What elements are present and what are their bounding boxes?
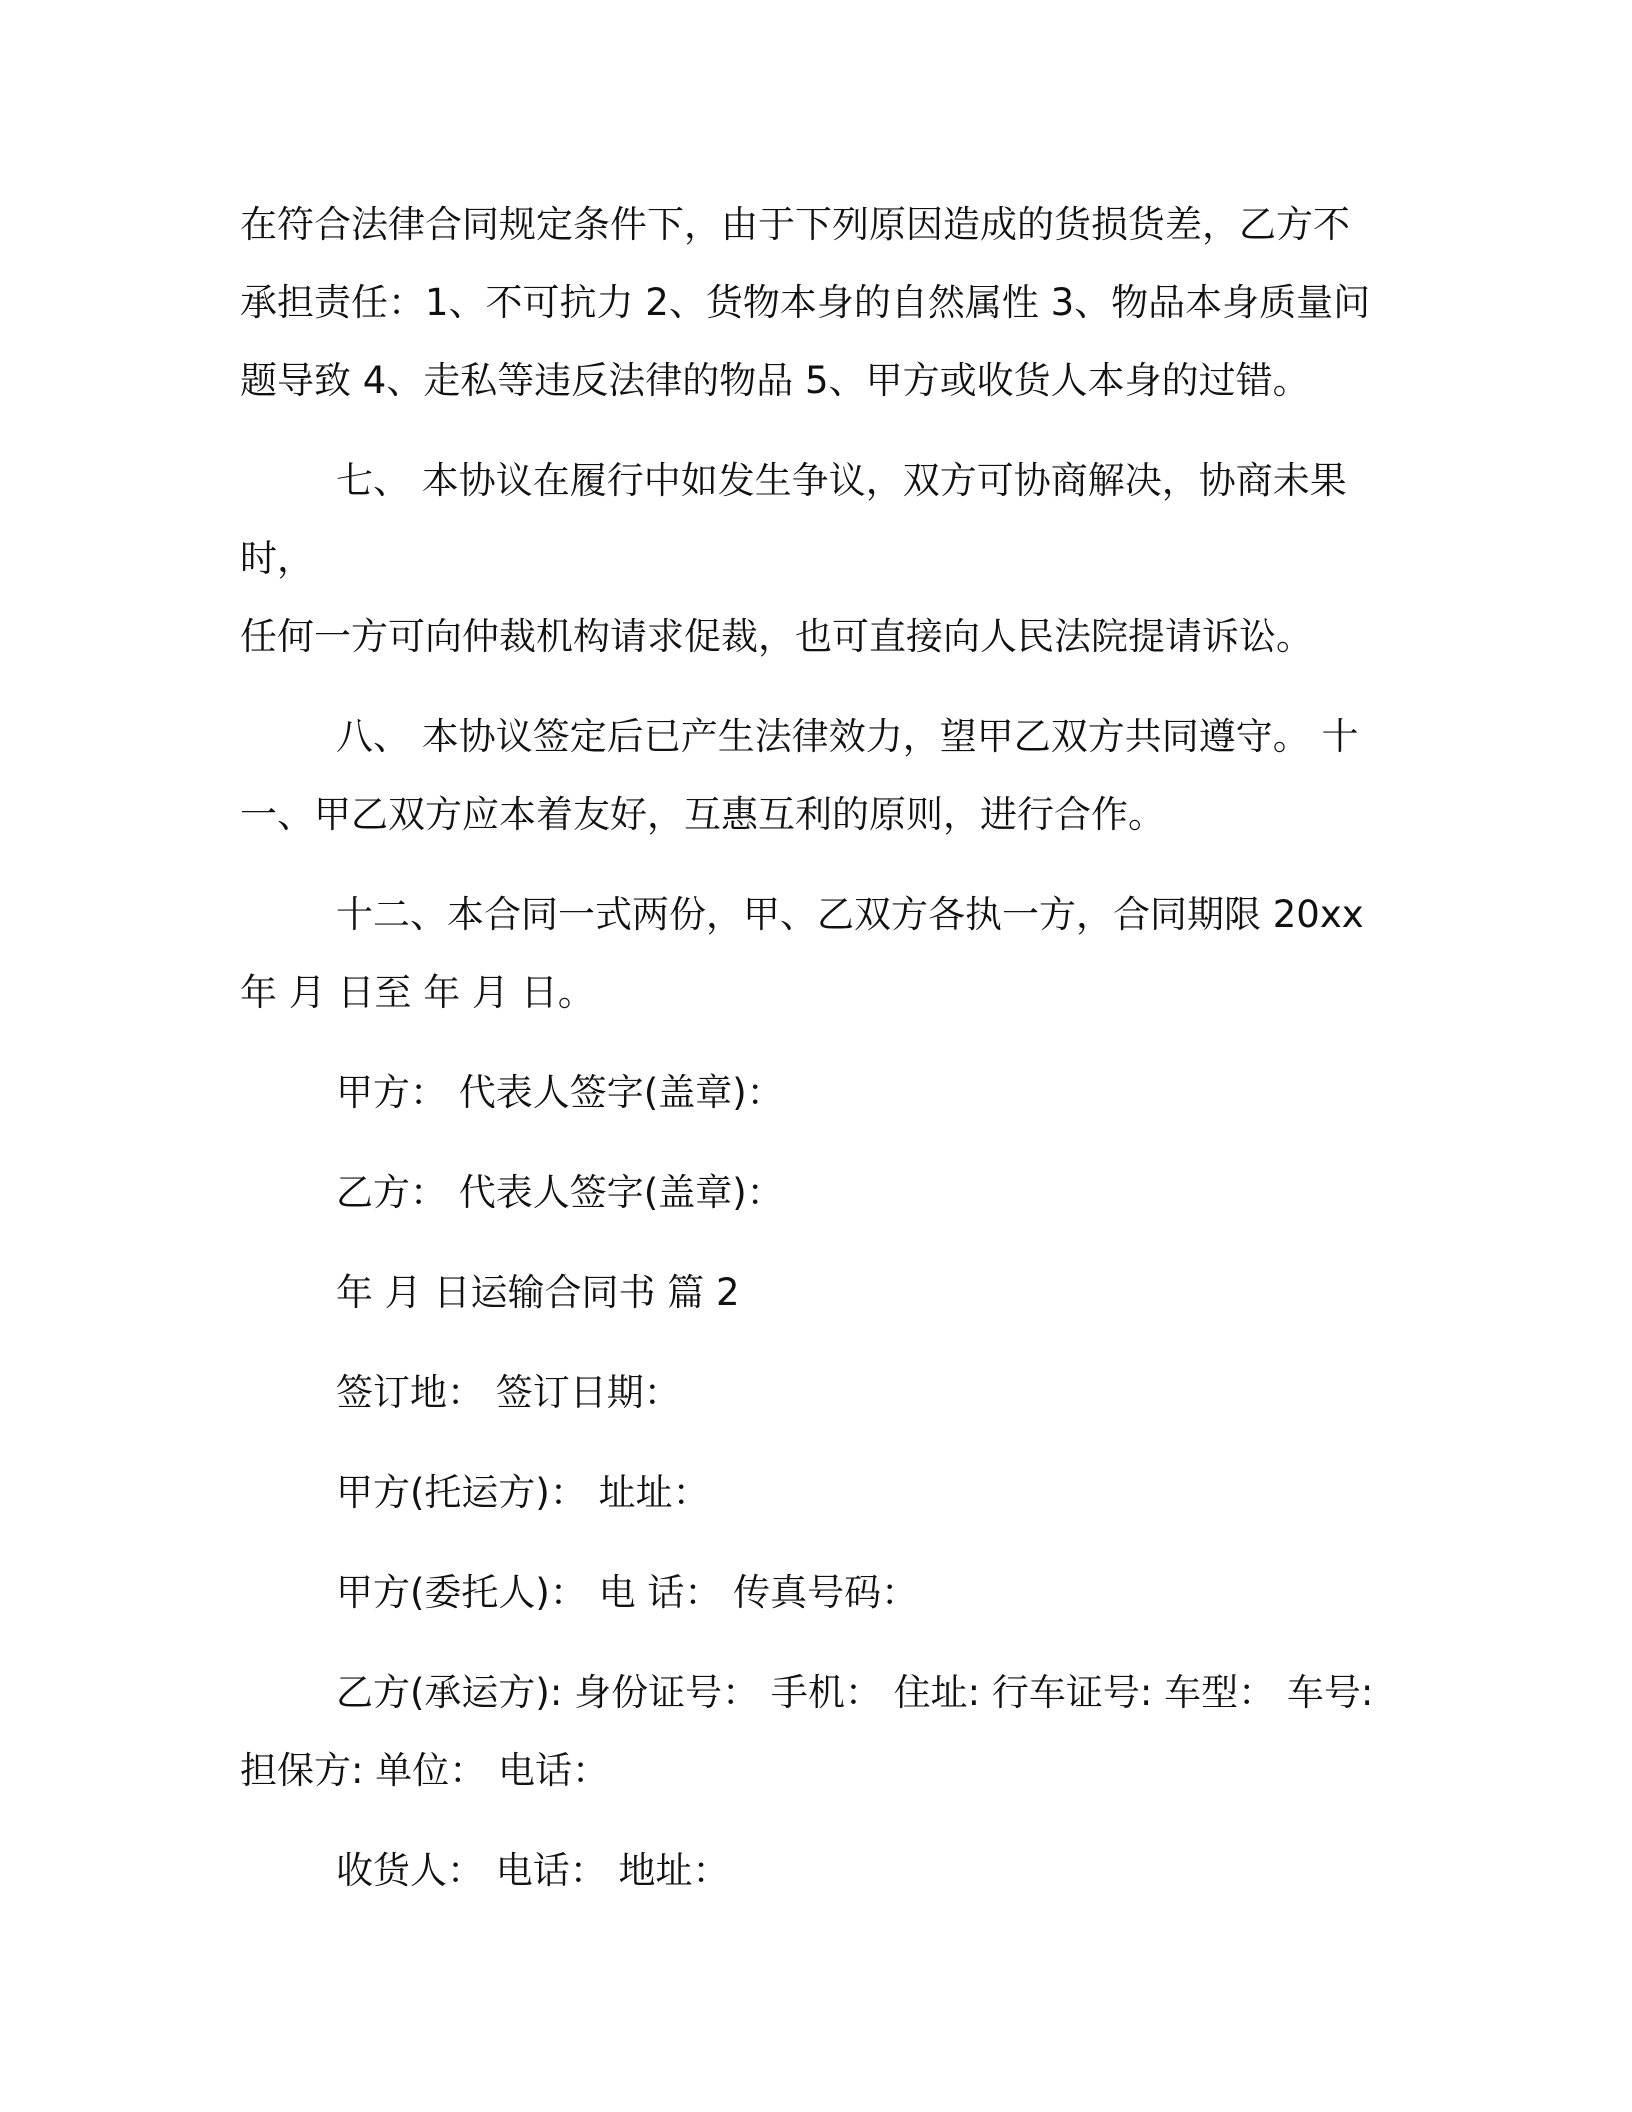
section-heading-contract-2 <box>240 1254 1410 1332</box>
text-line: 乙方(承运方): 身份证号： 手机： 住址: 行车证号: 车型： 车号: <box>336 1671 1374 1714</box>
text-line: 一、甲乙双方应本着友好，互惠互利的原则，进行合作。 <box>240 793 1165 836</box>
party-b-signature-line <box>240 1154 1410 1232</box>
text-line: 任何一方可向仲裁机构请求促裁，也可直接向人民法院提请诉讼。 <box>240 615 1313 658</box>
text-line: 承担责任：1、不可抗力 2、货物本身的自然属性 3、物品本身质量问 <box>240 281 1371 324</box>
paragraph-clause-12 <box>240 876 1410 1032</box>
text-line: 收货人： 电话： 地址： <box>336 1849 730 1892</box>
shipper-address-field <box>240 1454 1410 1532</box>
text-line: 十二、本合同一式两份，甲、乙双方各执一方，合同期限 20xx <box>336 893 1364 936</box>
text-line: 题导致 4、走私等违反法律的物品 5、甲方或收货人本身的过错。 <box>240 359 1310 402</box>
paragraph-clause-8 <box>240 698 1410 854</box>
text-line: 甲方： 代表人签字(盖章)： <box>336 1071 784 1114</box>
text-line: 乙方： 代表人签字(盖章)： <box>336 1171 784 1214</box>
paragraph-clause-7 <box>240 442 1410 676</box>
text-line: 甲方(托运方)： 址址： <box>336 1471 710 1514</box>
text-line: 年 月 日至 年 月 日。 <box>240 971 595 1014</box>
party-a-signature-line <box>240 1054 1410 1132</box>
text-line: 担保方: 单位： 电话： <box>240 1749 609 1792</box>
text-line: 签订地： 签订日期： <box>336 1371 681 1414</box>
text-line: 七、 本协议在履行中如发生争议，双方可协商解决，协商未果时， <box>240 459 1347 580</box>
text-line: 甲方(委托人)： 电 话： 传真号码： <box>336 1571 919 1614</box>
text-line: 八、 本协议签定后已产生法律效力，望甲乙双方共同遵守。 十 <box>336 715 1359 758</box>
consignee-info-field <box>240 1832 1410 1910</box>
carrier-info-field <box>240 1654 1410 1810</box>
client-contact-field <box>240 1554 1410 1632</box>
text-line: 年 月 日运输合同书 篇 2 <box>336 1271 740 1314</box>
signing-place-date-field <box>240 1354 1410 1432</box>
text-line: 在符合法律合同规定条件下，由于下列原因造成的货损货差，乙方不 <box>240 203 1350 246</box>
paragraph-liability-exemption <box>240 186 1410 420</box>
document-page <box>240 186 1410 1910</box>
